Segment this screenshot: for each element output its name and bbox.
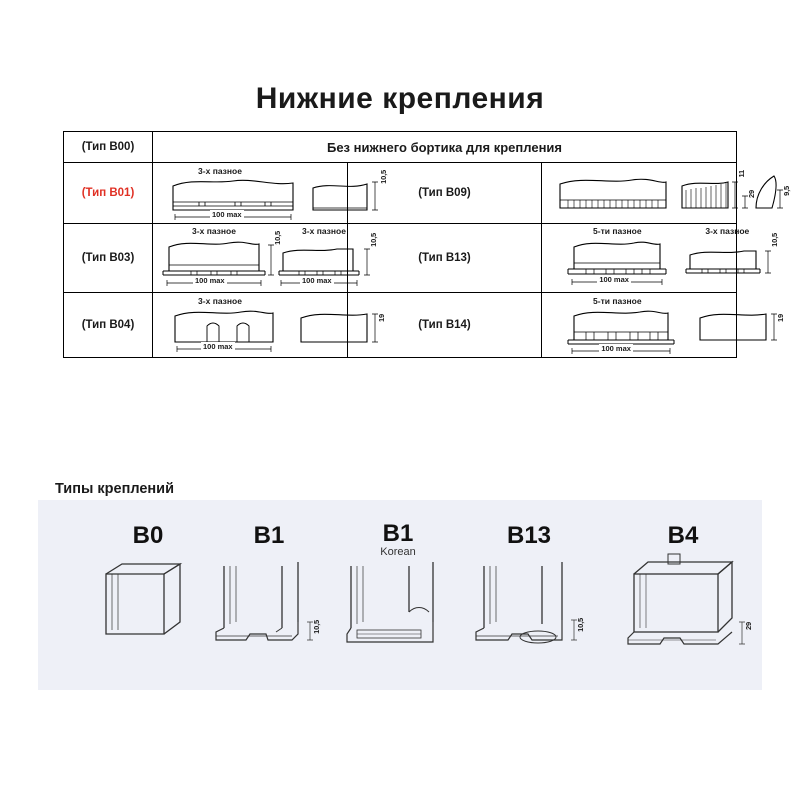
caption-3slot-b: 3-х пазное [302,226,346,236]
dim-10-5: 10,5 [379,170,388,184]
type-label-b04: (Тип B04) [81,319,135,331]
table-row [64,163,737,224]
table-row [64,224,737,293]
mount-drawing-b0 [88,558,218,648]
mount-types-panel [38,500,762,690]
drawing-b03 [153,225,378,291]
caption-3slot-a: 3-х пазное [192,226,236,236]
dim-100max-b: 100 max [302,276,332,285]
mount-label-b13: B13 [506,522,552,549]
dim-10-5-a: 10,5 [273,231,282,245]
caption-5slot: 5-ти пазное [593,226,642,236]
cell-drawing-b04 [153,293,386,358]
cell-type-b14 [347,293,542,358]
dim-19-a: 19 [377,314,386,322]
cell-type-b00 [64,132,153,163]
type-label-b00: (Тип B00) [81,141,135,153]
caption-3slot-d: 3-х пазное [198,296,242,306]
cell-type-b04 [64,293,153,358]
dim-100max-a: 100 max [195,276,225,285]
dim-19-b: 19 [776,314,786,322]
mount-sublabel-korean: Korean [380,546,416,558]
mount-label-b0: B0 [132,522,164,549]
type-label-b13: (Тип B13) [418,252,471,264]
mount-dim-b1: 10,5 [312,620,321,634]
cell-type-b13 [347,224,542,293]
mount-label-b1-korean: B1 [382,520,414,547]
cell-drawing-b09 [542,163,792,224]
type-label-b01: (Тип B01) [81,187,135,199]
cell-type-b09 [347,163,542,224]
mount-dim-b4: 29 [744,622,753,630]
type-label-b09: (Тип B09) [418,187,471,199]
type-label-b03: (Тип B03) [81,252,135,264]
cell-drawing-b03 [153,224,378,293]
drawing-b09 [542,164,792,222]
dim-100max-e: 100 max [601,344,631,353]
dim-11: 11 [737,170,747,178]
cell-drawing-b01 [153,163,388,224]
cell-type-b01 [64,163,153,224]
dim-100max: 100 max [212,210,242,219]
mount-label-b4: B4 [667,522,699,549]
mount-drawing-b4 [616,552,766,652]
dim-100max-d: 100 max [203,342,233,351]
drawing-b04 [153,294,386,356]
page-title: Нижние крепления [255,82,545,115]
caption-3slot: 3-х пазное [198,166,242,176]
bottom-mounts-table [63,131,792,358]
caption-3slot-c: 3-х пазное [705,226,750,236]
table-row [64,132,737,163]
cell-type-b03 [64,224,153,293]
section-title-mount-types: Типы креплений [55,481,174,497]
dim-9-5: 9,5 [782,186,792,196]
caption-5slot-b: 5-ти пазное [593,296,642,306]
dim-10-5-b: 10,5 [369,233,378,247]
mount-dim-b13: 10,5 [576,618,585,632]
dim-10-5-c: 10,5 [770,233,780,247]
dim-29: 29 [747,190,757,198]
mount-label-b1: B1 [253,522,285,549]
type-label-b14: (Тип B14) [418,319,471,331]
dim-100max-c: 100 max [599,275,629,284]
mount-drawing-b1-korean [333,560,483,655]
cell-no-bottom-ledge [153,132,737,163]
table-row [64,293,737,358]
drawing-b01 [153,164,388,222]
no-bottom-ledge-text: Без нижнего бортика для крепления [326,139,562,155]
drawing-b14 [542,294,786,356]
cell-drawing-b14 [542,293,786,358]
mount-drawing-b13 [466,558,616,653]
cell-drawing-b13 [542,224,780,293]
drawing-b13 [542,225,780,291]
